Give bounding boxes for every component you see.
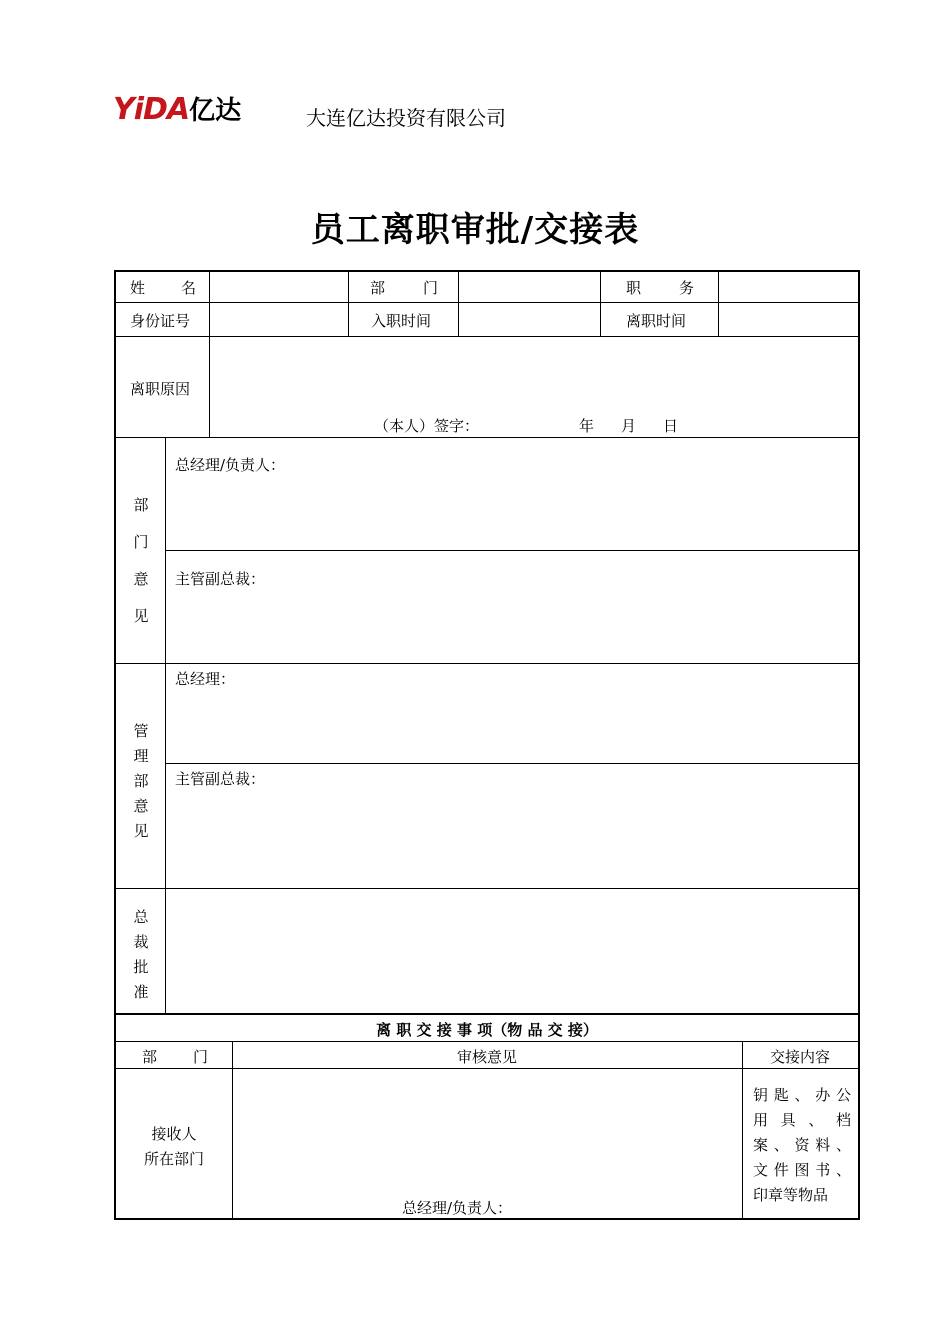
- handover-gm-sign-label: 总经理/负责人：: [402, 1199, 513, 1217]
- president-approval-label: [131, 906, 151, 1006]
- content-line: 案、资料、: [753, 1136, 851, 1154]
- handover-content-header: 交接内容: [769, 1048, 830, 1066]
- handover-opinion-header: 审核意见: [456, 1048, 517, 1066]
- handover-dept-header: 部 门: [142, 1048, 208, 1066]
- receiver-dept-line1: 接收人: [151, 1125, 197, 1143]
- leave-date-label: 离职时间: [626, 312, 687, 330]
- mgmt-opinion-char: 理: [133, 747, 149, 765]
- content-line: 文件图书、: [753, 1161, 851, 1179]
- content-line: 用具、档: [753, 1111, 851, 1129]
- mgmt-opinion-char: 部: [133, 772, 149, 790]
- dept-label: 部 门: [370, 279, 438, 297]
- content-line: 钥匙、办公: [753, 1086, 851, 1104]
- dept-opinion-char: 见: [133, 607, 149, 625]
- id-number-label: 身份证号: [130, 312, 191, 330]
- name-label-text: 姓 名: [130, 279, 196, 297]
- president-char: 准: [133, 983, 149, 1001]
- reason-label: 离职原因: [130, 380, 191, 398]
- mgmt-gm-label: 总经理：: [175, 670, 236, 688]
- day-label: 日: [663, 417, 679, 435]
- president-char: 总: [133, 908, 149, 926]
- dept-opinion-label: [131, 494, 151, 642]
- dept-opinion-char: 意: [133, 570, 149, 588]
- employee-sign-label: （本人）签字：: [374, 417, 480, 435]
- logo-cjk-text: 亿达: [189, 96, 242, 126]
- handover-content-list: [753, 1086, 851, 1211]
- company-logo: [113, 92, 243, 128]
- mgmt-opinion-char: 管: [133, 722, 149, 740]
- dept-vp-label: 主管副总裁：: [175, 570, 266, 588]
- handover-title: 离 职 交 接 事 项（物 品 交 接）: [376, 1021, 598, 1039]
- dept-opinion-char: 部: [133, 496, 149, 514]
- president-char: 裁: [133, 933, 149, 951]
- dept-opinion-char: 门: [133, 533, 149, 551]
- year-label: 年: [579, 417, 595, 435]
- month-label: 月: [621, 417, 637, 435]
- mgmt-opinion-char: 见: [133, 822, 149, 840]
- dept-gm-label: 总经理/负责人：: [175, 456, 286, 474]
- logo-latin-text: YiDA: [113, 92, 190, 127]
- mgmt-opinion-label: [131, 720, 151, 845]
- mgmt-opinion-char: 意: [133, 797, 149, 815]
- page-title: 员工离职审批/交接表: [310, 210, 640, 250]
- company-name: 大连亿达投资有限公司: [306, 106, 506, 130]
- president-char: 批: [133, 958, 149, 976]
- name-label: [130, 279, 196, 297]
- position-label: 职 务: [626, 279, 694, 297]
- resignation-form: [114, 270, 860, 1220]
- receiver-dept-line2: 所在部门: [143, 1150, 204, 1168]
- mgmt-vp-label: 主管副总裁：: [175, 770, 266, 788]
- content-line: 印章等物品: [753, 1186, 829, 1204]
- hire-date-label: 入职时间: [371, 312, 432, 330]
